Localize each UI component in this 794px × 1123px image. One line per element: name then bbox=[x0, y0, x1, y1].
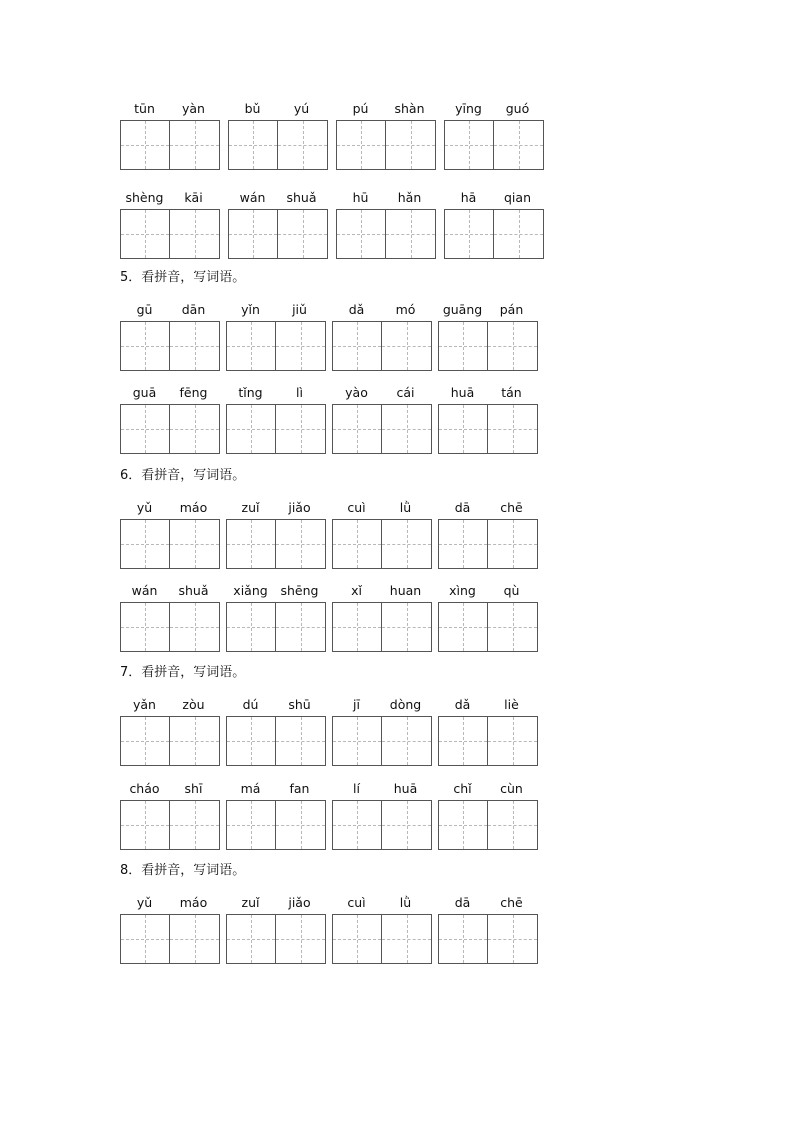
pinyin-label: huan bbox=[389, 583, 422, 598]
pinyin-label: dú bbox=[242, 697, 259, 712]
word-box[interactable] bbox=[120, 914, 220, 964]
pinyin-label: dǎ bbox=[348, 302, 365, 317]
pinyin-label: dòng bbox=[389, 697, 422, 712]
character-cell[interactable] bbox=[121, 121, 170, 169]
character-cell[interactable] bbox=[382, 603, 431, 651]
word-box[interactable] bbox=[438, 602, 538, 652]
word-box[interactable] bbox=[228, 120, 328, 170]
character-cell[interactable] bbox=[170, 717, 219, 765]
character-cell[interactable] bbox=[276, 915, 325, 963]
pinyin-label: dǎ bbox=[454, 697, 471, 712]
character-cell[interactable] bbox=[333, 520, 382, 568]
pinyin-label: tán bbox=[501, 385, 522, 400]
character-cell[interactable] bbox=[488, 801, 537, 849]
section-heading: 7．看拼音，写词语。 bbox=[120, 665, 246, 680]
word-box[interactable] bbox=[226, 800, 326, 850]
pinyin-label: guāng bbox=[442, 302, 483, 317]
character-cell[interactable] bbox=[333, 322, 382, 370]
character-cell[interactable] bbox=[227, 405, 276, 453]
character-cell[interactable] bbox=[278, 210, 327, 258]
section-heading: 6．看拼音，写词语。 bbox=[120, 468, 246, 483]
pinyin-label: lǜ bbox=[399, 500, 412, 515]
character-cell[interactable] bbox=[382, 717, 431, 765]
pinyin-label: shū bbox=[288, 697, 311, 712]
character-cell[interactable] bbox=[386, 210, 435, 258]
character-cell[interactable] bbox=[229, 210, 278, 258]
character-cell[interactable] bbox=[170, 322, 219, 370]
character-cell[interactable] bbox=[439, 405, 488, 453]
character-cell[interactable] bbox=[333, 915, 382, 963]
pinyin-label: cái bbox=[396, 385, 415, 400]
pinyin-label: gū bbox=[136, 302, 153, 317]
character-cell[interactable] bbox=[170, 520, 219, 568]
character-cell[interactable] bbox=[337, 210, 386, 258]
pinyin-label: cuì bbox=[347, 895, 366, 910]
character-cell[interactable] bbox=[382, 322, 431, 370]
pinyin-label: lí bbox=[353, 781, 360, 796]
character-cell[interactable] bbox=[382, 405, 431, 453]
word-box[interactable] bbox=[438, 519, 538, 569]
pinyin-label: tūn bbox=[134, 101, 155, 116]
character-cell[interactable] bbox=[227, 915, 276, 963]
word-box[interactable] bbox=[332, 321, 432, 371]
word-box[interactable] bbox=[444, 120, 544, 170]
pinyin-label: mó bbox=[395, 302, 416, 317]
word-box[interactable] bbox=[226, 404, 326, 454]
pinyin-label: má bbox=[240, 781, 261, 796]
pinyin-label: lǜ bbox=[399, 895, 412, 910]
word-box[interactable] bbox=[438, 716, 538, 766]
character-cell[interactable] bbox=[488, 915, 537, 963]
character-cell[interactable] bbox=[337, 121, 386, 169]
word-box[interactable] bbox=[336, 209, 436, 259]
character-cell[interactable] bbox=[333, 801, 382, 849]
character-cell[interactable] bbox=[170, 915, 219, 963]
character-cell[interactable] bbox=[276, 603, 325, 651]
word-box[interactable] bbox=[226, 321, 326, 371]
word-box[interactable] bbox=[120, 209, 220, 259]
pinyin-label: jiǔ bbox=[292, 302, 307, 317]
word-box[interactable] bbox=[336, 120, 436, 170]
word-box[interactable] bbox=[226, 716, 326, 766]
section-heading: 5．看拼音，写词语。 bbox=[120, 270, 246, 285]
word-box[interactable] bbox=[226, 914, 326, 964]
word-box[interactable] bbox=[120, 800, 220, 850]
character-cell[interactable] bbox=[121, 520, 170, 568]
character-cell[interactable] bbox=[333, 603, 382, 651]
character-cell[interactable] bbox=[494, 121, 543, 169]
pinyin-label: bǔ bbox=[244, 101, 261, 116]
word-box[interactable] bbox=[120, 519, 220, 569]
pinyin-label: dān bbox=[181, 302, 206, 317]
character-cell[interactable] bbox=[382, 801, 431, 849]
character-cell[interactable] bbox=[227, 801, 276, 849]
character-cell[interactable] bbox=[439, 801, 488, 849]
word-box[interactable] bbox=[332, 800, 432, 850]
character-cell[interactable] bbox=[276, 717, 325, 765]
pinyin-label: zuǐ bbox=[241, 895, 260, 910]
pinyin-label: jī bbox=[353, 697, 360, 712]
pinyin-label: huā bbox=[450, 385, 475, 400]
pinyin-label: yǎn bbox=[133, 697, 156, 712]
word-box[interactable] bbox=[332, 519, 432, 569]
pinyin-label: xiǎng bbox=[233, 583, 268, 598]
character-cell[interactable] bbox=[488, 520, 537, 568]
pinyin-label: zòu bbox=[182, 697, 205, 712]
pinyin-label: yú bbox=[293, 101, 310, 116]
pinyin-label: cùn bbox=[500, 781, 523, 796]
word-box[interactable] bbox=[120, 404, 220, 454]
character-cell[interactable] bbox=[382, 915, 431, 963]
pinyin-label: shēng bbox=[280, 583, 319, 598]
word-box[interactable] bbox=[332, 914, 432, 964]
character-cell[interactable] bbox=[445, 121, 494, 169]
character-cell[interactable] bbox=[170, 405, 219, 453]
pinyin-label: dā bbox=[454, 500, 471, 515]
character-cell[interactable] bbox=[382, 520, 431, 568]
pinyin-label: huā bbox=[393, 781, 418, 796]
word-box[interactable] bbox=[438, 321, 538, 371]
pinyin-label: xǐ bbox=[351, 583, 362, 598]
pinyin-label: wán bbox=[131, 583, 158, 598]
character-cell[interactable] bbox=[170, 801, 219, 849]
character-cell[interactable] bbox=[439, 322, 488, 370]
pinyin-label: qù bbox=[503, 583, 520, 598]
character-cell[interactable] bbox=[439, 603, 488, 651]
character-cell[interactable] bbox=[488, 322, 537, 370]
word-box[interactable] bbox=[438, 800, 538, 850]
pinyin-label: lì bbox=[296, 385, 303, 400]
pinyin-label: xìng bbox=[449, 583, 476, 598]
character-cell[interactable] bbox=[488, 603, 537, 651]
character-cell[interactable] bbox=[333, 717, 382, 765]
word-box[interactable] bbox=[120, 120, 220, 170]
character-cell[interactable] bbox=[170, 210, 219, 258]
pinyin-label: liè bbox=[504, 697, 519, 712]
character-cell[interactable] bbox=[229, 121, 278, 169]
word-box[interactable] bbox=[226, 602, 326, 652]
pinyin-label: fēng bbox=[179, 385, 208, 400]
pinyin-label: cháo bbox=[129, 781, 160, 796]
pinyin-label: kāi bbox=[184, 190, 203, 205]
pinyin-label: chē bbox=[500, 895, 523, 910]
pinyin-label: hū bbox=[352, 190, 369, 205]
character-cell[interactable] bbox=[170, 603, 219, 651]
character-cell[interactable] bbox=[121, 801, 170, 849]
pinyin-label: yǐn bbox=[241, 302, 260, 317]
pinyin-label: shuǎ bbox=[286, 190, 317, 205]
character-cell[interactable] bbox=[170, 121, 219, 169]
pinyin-label: wán bbox=[239, 190, 266, 205]
pinyin-label: yàn bbox=[182, 101, 205, 116]
character-cell[interactable] bbox=[121, 405, 170, 453]
pinyin-label: yīng bbox=[455, 101, 482, 116]
word-box[interactable] bbox=[120, 321, 220, 371]
character-cell[interactable] bbox=[276, 801, 325, 849]
pinyin-label: hǎn bbox=[397, 190, 422, 205]
word-box[interactable] bbox=[120, 602, 220, 652]
section-heading: 8．看拼音，写词语。 bbox=[120, 863, 246, 878]
pinyin-label: hā bbox=[460, 190, 477, 205]
character-cell[interactable] bbox=[439, 717, 488, 765]
character-cell[interactable] bbox=[494, 210, 543, 258]
pinyin-label: fan bbox=[289, 781, 310, 796]
character-cell[interactable] bbox=[488, 405, 537, 453]
character-cell[interactable] bbox=[121, 322, 170, 370]
character-cell[interactable] bbox=[439, 915, 488, 963]
character-cell[interactable] bbox=[276, 322, 325, 370]
pinyin-label: shèng bbox=[125, 190, 164, 205]
character-cell[interactable] bbox=[227, 603, 276, 651]
pinyin-label: yào bbox=[345, 385, 368, 400]
pinyin-label: shàn bbox=[394, 101, 425, 116]
pinyin-label: zuǐ bbox=[241, 500, 260, 515]
character-cell[interactable] bbox=[227, 717, 276, 765]
pinyin-label: pú bbox=[352, 101, 369, 116]
character-cell[interactable] bbox=[488, 717, 537, 765]
character-cell[interactable] bbox=[439, 520, 488, 568]
word-box[interactable] bbox=[226, 519, 326, 569]
word-box[interactable] bbox=[332, 716, 432, 766]
word-box[interactable] bbox=[332, 602, 432, 652]
pinyin-label: jiǎo bbox=[288, 500, 311, 515]
character-cell[interactable] bbox=[121, 210, 170, 258]
pinyin-label: guó bbox=[505, 101, 530, 116]
word-box[interactable] bbox=[332, 404, 432, 454]
character-cell[interactable] bbox=[276, 520, 325, 568]
word-box[interactable] bbox=[438, 404, 538, 454]
word-box[interactable] bbox=[120, 716, 220, 766]
pinyin-label: yǔ bbox=[136, 500, 153, 515]
character-cell[interactable] bbox=[121, 915, 170, 963]
character-cell[interactable] bbox=[227, 520, 276, 568]
pinyin-label: dā bbox=[454, 895, 471, 910]
pinyin-label: cuì bbox=[347, 500, 366, 515]
word-box[interactable] bbox=[228, 209, 328, 259]
character-cell[interactable] bbox=[121, 717, 170, 765]
pinyin-label: tǐng bbox=[238, 385, 263, 400]
word-box[interactable] bbox=[438, 914, 538, 964]
pinyin-label: guā bbox=[132, 385, 157, 400]
pinyin-label: pán bbox=[499, 302, 524, 317]
pinyin-label: jiǎo bbox=[288, 895, 311, 910]
pinyin-label: máo bbox=[179, 500, 208, 515]
character-cell[interactable] bbox=[278, 121, 327, 169]
character-cell[interactable] bbox=[276, 405, 325, 453]
character-cell[interactable] bbox=[386, 121, 435, 169]
word-box[interactable] bbox=[444, 209, 544, 259]
character-cell[interactable] bbox=[333, 405, 382, 453]
pinyin-label: chē bbox=[500, 500, 523, 515]
character-cell[interactable] bbox=[227, 322, 276, 370]
pinyin-label: máo bbox=[179, 895, 208, 910]
pinyin-label: yǔ bbox=[136, 895, 153, 910]
pinyin-label: shī bbox=[184, 781, 203, 796]
pinyin-label: qian bbox=[504, 190, 531, 205]
character-cell[interactable] bbox=[121, 603, 170, 651]
pinyin-label: shuǎ bbox=[178, 583, 209, 598]
pinyin-label: chǐ bbox=[453, 781, 472, 796]
character-cell[interactable] bbox=[445, 210, 494, 258]
